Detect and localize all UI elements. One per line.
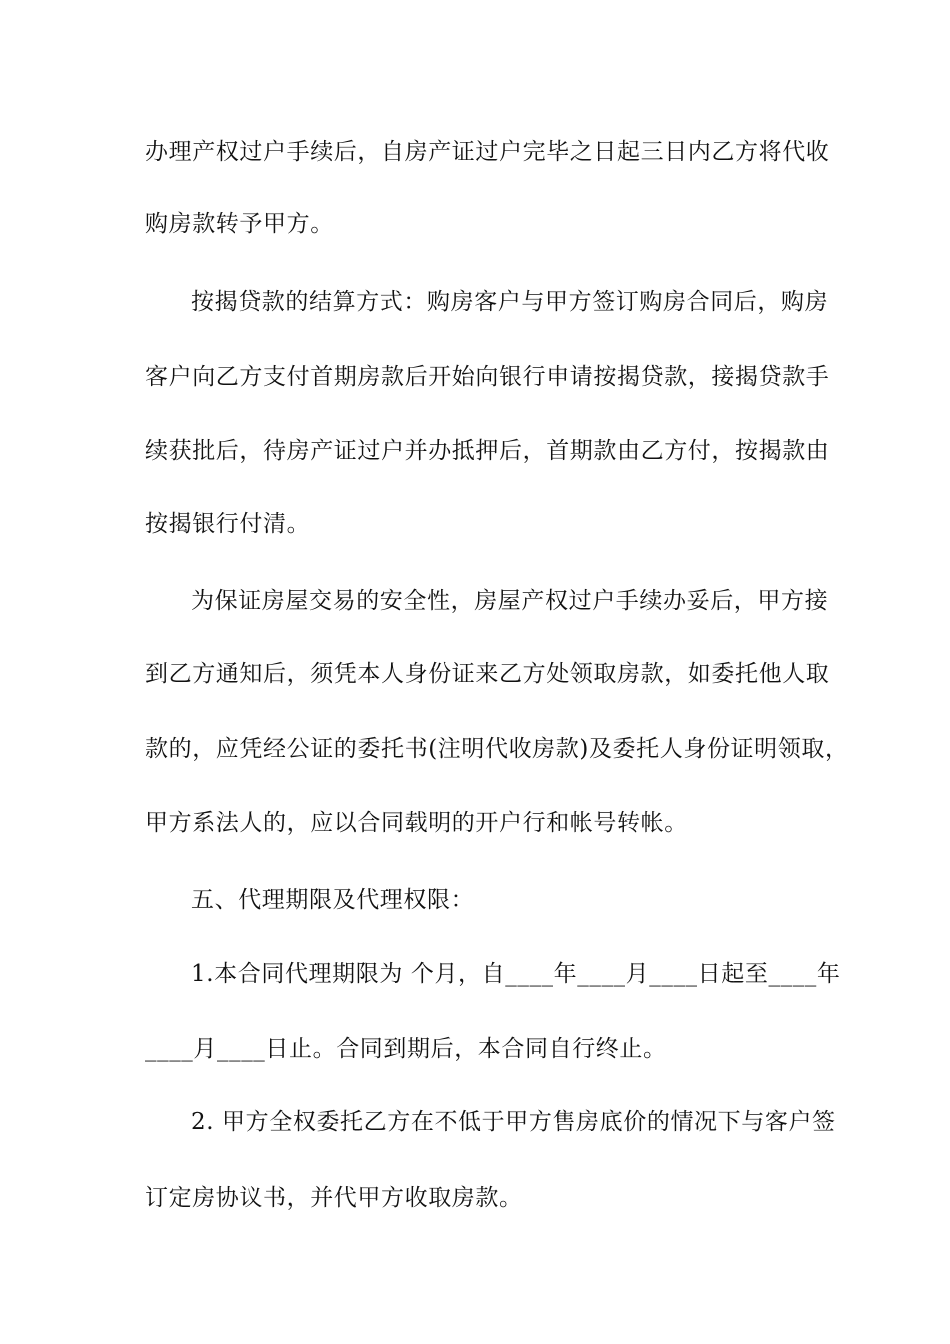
paragraph-line: 办理产权过户手续后，自房产证过户完毕之日起三日内乙方将代收 [145, 139, 830, 165]
paragraph-line: 续获批后，待房产证过户并办抵押后，首期款由乙方付，按揭款由 [145, 438, 830, 464]
paragraph-line: 甲方系法人的，应以合同载明的开户行和帐号转帐。 [145, 810, 688, 836]
paragraph-line: 购房款转予甲方。 [145, 211, 334, 237]
paragraph-line: 订定房协议书，并代甲方收取房款。 [145, 1185, 523, 1211]
paragraph-line: 按揭贷款的结算方式：购房客户与甲方签订购房合同后，购房 [191, 289, 829, 315]
paragraph-line: ____月____日止。合同到期后，本合同自行终止。 [145, 1036, 667, 1062]
section-heading: 五、代理期限及代理权限： [191, 887, 475, 913]
paragraph-line: 按揭银行付清。 [145, 511, 311, 537]
paragraph-line: 客户向乙方支付首期房款后开始向银行申请按揭贷款，接揭贷款手 [145, 364, 830, 390]
paragraph-line: 1.本合同代理期限为 个月，自____年____月____日起至____年 [191, 961, 841, 987]
paragraph-line: 为保证房屋交易的安全性，房屋产权过户手续办妥后，甲方接 [191, 588, 829, 614]
paragraph-line: 款的，应凭经公证的委托书(注明代收房款)及委托人身份证明领取， [145, 736, 849, 762]
paragraph-line: 2. 甲方全权委托乙方在不低于甲方售房底价的情况下与客户签 [191, 1109, 836, 1135]
paragraph-line: 到乙方通知后，须凭本人身份证来乙方处领取房款，如委托他人取 [145, 661, 830, 687]
